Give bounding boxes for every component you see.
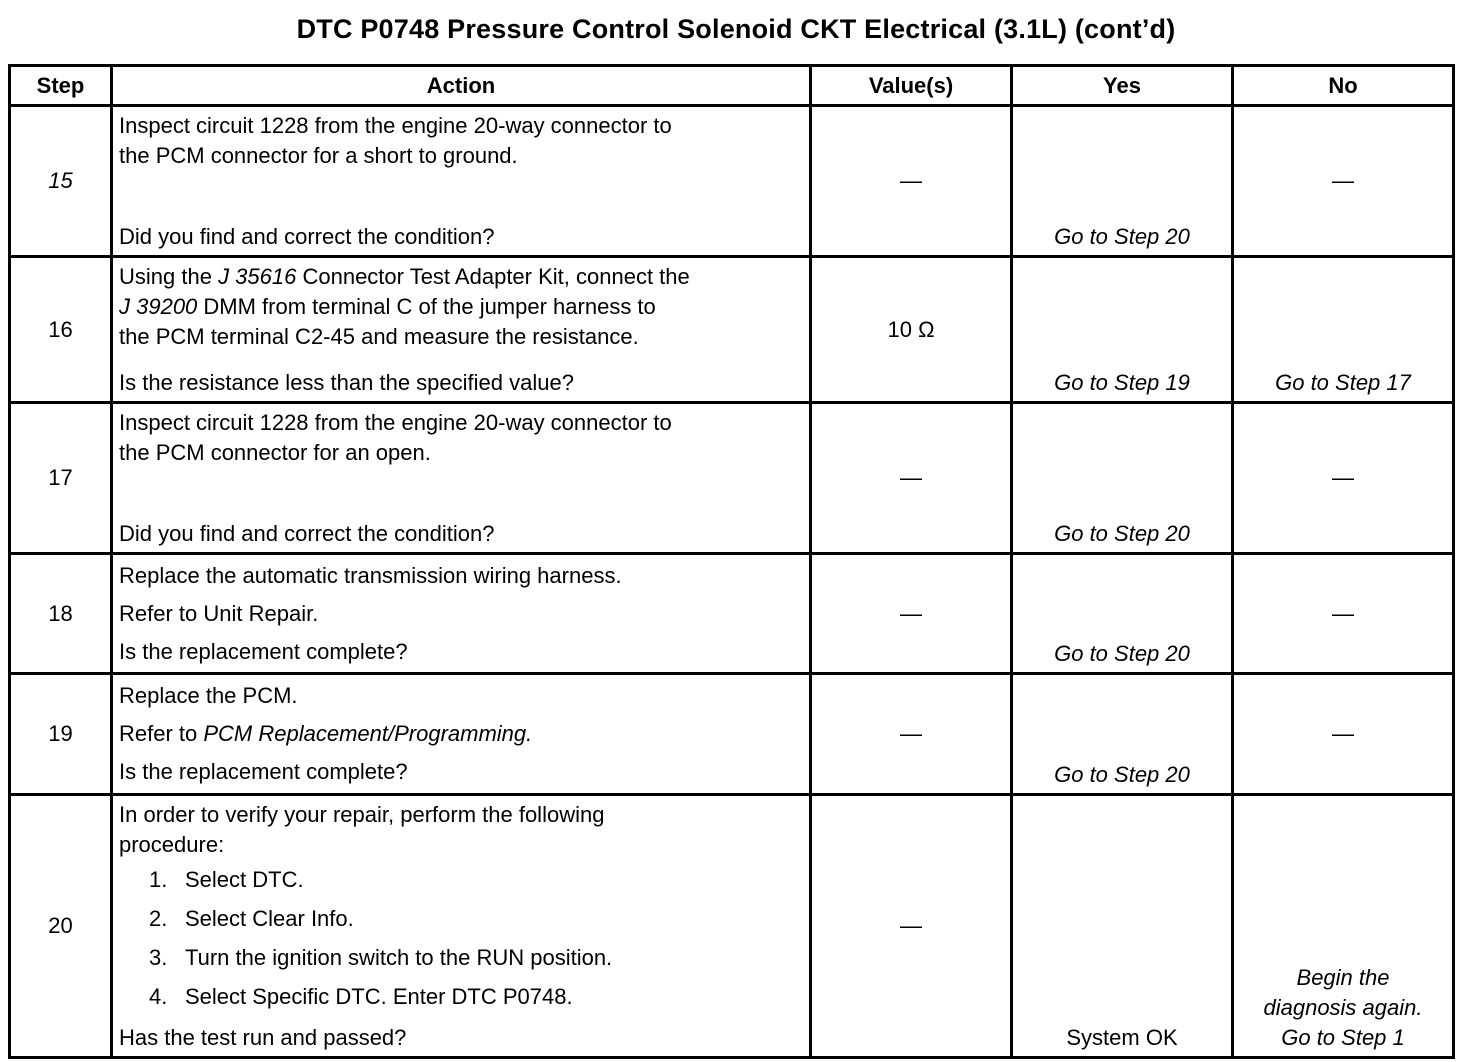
no-cell bbox=[1233, 257, 1454, 403]
yes-text: Go to Step 20 bbox=[1054, 762, 1190, 787]
list-item: 1. Select DTC. bbox=[149, 867, 304, 892]
no-text: Go to Step 1 bbox=[1281, 1025, 1405, 1050]
action-text: Inspect circuit 1228 from the engine 20-way connector to bbox=[119, 113, 672, 138]
value-cell: — bbox=[811, 106, 1012, 257]
procedure-list bbox=[119, 860, 803, 1016]
no-text: diagnosis again. bbox=[1263, 995, 1423, 1020]
page-title: DTC P0748 Pressure Control Solenoid CKT Electrical (3.1L) (cont’d) bbox=[296, 14, 1176, 44]
action-question: Is the replacement complete? bbox=[119, 759, 408, 784]
table-row bbox=[10, 106, 1454, 257]
action-cell bbox=[112, 403, 811, 554]
value-cell: — bbox=[811, 554, 1012, 674]
header-no: No bbox=[1233, 66, 1454, 106]
action-text: In order to verify your repair, perform the following bbox=[119, 802, 605, 827]
action-text: Inspect circuit 1228 from the engine 20-way connector to bbox=[119, 410, 672, 435]
yes-cell bbox=[1012, 257, 1233, 403]
reference-link-text: PCM Replacement/Programming. bbox=[203, 721, 533, 746]
action-text: the PCM connector for an open. bbox=[119, 440, 431, 465]
action-cell bbox=[112, 674, 811, 795]
tool-name: J 35616 bbox=[218, 264, 297, 289]
action-question: Is the resistance less than the specified value? bbox=[119, 370, 574, 395]
action-text: Refer to Unit Repair. bbox=[119, 601, 319, 626]
table-header-row bbox=[10, 66, 1454, 106]
step-number: 15 bbox=[10, 106, 112, 257]
yes-text: Go to Step 20 bbox=[1054, 641, 1190, 666]
action-cell bbox=[112, 257, 811, 403]
no-cell: — bbox=[1233, 554, 1454, 674]
yes-cell bbox=[1012, 554, 1233, 674]
no-cell: — bbox=[1233, 403, 1454, 554]
yes-cell bbox=[1012, 674, 1233, 795]
no-cell: — bbox=[1233, 106, 1454, 257]
yes-text: System OK bbox=[1066, 1025, 1178, 1050]
action-text: J 39200 DMM from terminal C of the jumper harness to bbox=[119, 294, 656, 319]
list-item: 3. Turn the ignition switch to the RUN position. bbox=[149, 945, 613, 970]
step-number: 16 bbox=[10, 257, 112, 403]
table-row bbox=[10, 257, 1454, 403]
value-cell: 10 Ω bbox=[811, 257, 1012, 403]
step-number: 19 bbox=[10, 674, 112, 795]
yes-cell bbox=[1012, 403, 1233, 554]
yes-text: Go to Step 19 bbox=[1054, 370, 1190, 395]
action-cell bbox=[112, 106, 811, 257]
action-question: Is the replacement complete? bbox=[119, 639, 408, 664]
no-cell: — bbox=[1233, 674, 1454, 795]
tool-name: J 39200 bbox=[119, 294, 198, 319]
action-text: Using the J 35616 Connector Test Adapter Kit, connect the bbox=[119, 264, 690, 289]
action-question: Has the test run and passed? bbox=[119, 1025, 407, 1050]
header-action: Action bbox=[112, 66, 811, 106]
yes-text: Go to Step 20 bbox=[1054, 521, 1190, 546]
diagnostic-table bbox=[8, 64, 1455, 1059]
action-text: Refer to PCM Replacement/Programming. bbox=[119, 721, 533, 746]
action-question: Did you find and correct the condition? bbox=[119, 224, 495, 249]
value-cell: — bbox=[811, 674, 1012, 795]
table-row bbox=[10, 674, 1454, 795]
action-text: procedure: bbox=[119, 832, 225, 857]
header-yes: Yes bbox=[1012, 66, 1233, 106]
no-cell bbox=[1233, 795, 1454, 1058]
table-row bbox=[10, 795, 1454, 1058]
no-text: Begin the bbox=[1296, 965, 1390, 990]
table-row bbox=[10, 403, 1454, 554]
list-item: 4. Select Specific DTC. Enter DTC P0748. bbox=[149, 984, 573, 1009]
action-text: the PCM terminal C2-45 and measure the resistance. bbox=[119, 324, 639, 349]
action-text: the PCM connector for a short to ground. bbox=[119, 143, 518, 168]
no-text: Go to Step 17 bbox=[1275, 370, 1411, 395]
yes-cell bbox=[1012, 106, 1233, 257]
action-question: Did you find and correct the condition? bbox=[119, 521, 495, 546]
yes-text: Go to Step 20 bbox=[1054, 224, 1190, 249]
yes-cell bbox=[1012, 795, 1233, 1058]
list-item: 2. Select Clear Info. bbox=[149, 906, 354, 931]
header-values: Value(s) bbox=[811, 66, 1012, 106]
value-cell: — bbox=[811, 795, 1012, 1058]
step-number: 18 bbox=[10, 554, 112, 674]
action-text: Replace the automatic transmission wiring harness. bbox=[119, 563, 622, 588]
step-number: 17 bbox=[10, 403, 112, 554]
step-number: 20 bbox=[10, 795, 112, 1058]
header-step: Step bbox=[10, 66, 112, 106]
value-cell: — bbox=[811, 403, 1012, 554]
action-cell bbox=[112, 554, 811, 674]
action-text: Replace the PCM. bbox=[119, 683, 298, 708]
action-cell bbox=[112, 795, 811, 1058]
table-row bbox=[10, 554, 1454, 674]
